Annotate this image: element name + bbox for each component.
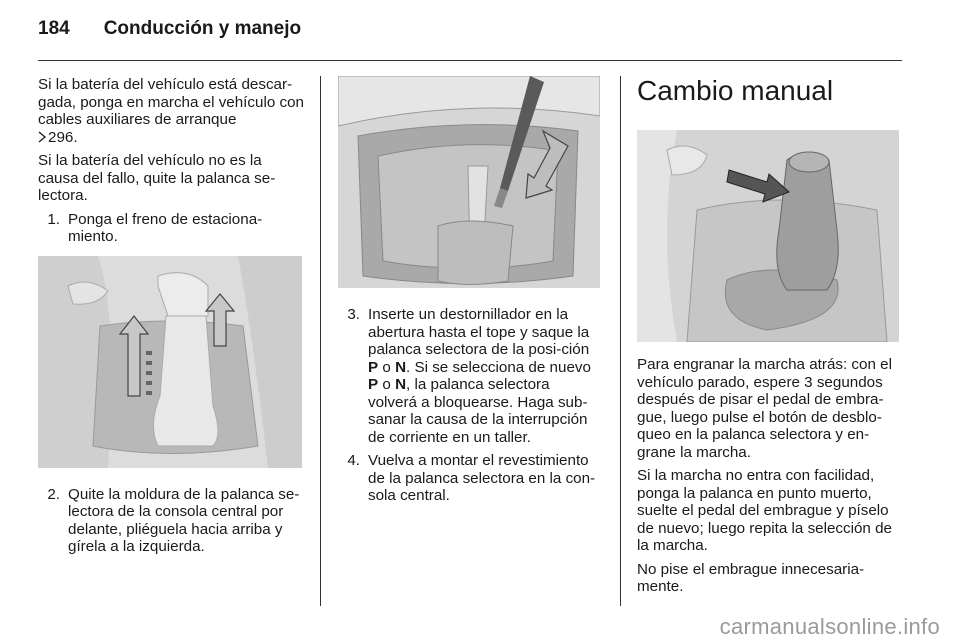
column-3 xyxy=(637,76,902,602)
list-item: 3. Inserte un destornillador en la abertura hasta el tope y saque la palanca selectora de la posi-ción P o N. Si se selecciona de nuevo P o N, la palanca selectora volverá a bloquearse. Haga sub-sanar la causa de la interrupción de corriente en un taller. xyxy=(347,306,591,446)
watermark-text: carmanualsonline.info xyxy=(719,614,940,639)
column-divider-1 xyxy=(320,76,321,606)
column-1 xyxy=(38,76,304,562)
header-rule xyxy=(38,60,902,61)
figure-screwdriver-opening xyxy=(338,76,600,288)
list-item: 1. Ponga el freno de estaciona-miento. xyxy=(47,210,263,245)
column-divider-2 xyxy=(620,76,621,606)
paragraph: No pise el embrague innecesaria-mente. xyxy=(637,560,865,595)
figure-selector-lever-trim xyxy=(38,256,302,468)
paragraph: Si la batería del vehículo no es la causa del fallo, quite la palanca se-lectora. xyxy=(38,152,276,204)
page-header xyxy=(38,18,301,48)
list-item: 4. Vuelva a montar el revestimiento de la palanca selectora en la con-sola central. xyxy=(347,452,596,504)
list-item: 2. Quite la moldura de la palanca se-lectora de la consola central por delante, pliéguela hacia arriba y gírela a la izquierda. xyxy=(47,485,300,555)
page-title: Conducción y manejo xyxy=(103,18,302,39)
paragraph: Para engranar la marcha atrás: con el vehículo parado, espere 3 segundos después de pisar el pedal de embra-gue, luego pulse el botón de desblo-queo en la palanca selectora y en-grane la marcha. xyxy=(637,356,892,461)
paragraph: Si la batería del vehículo está descar-gada, ponga en marcha el vehículo con cables auxiliares de arranque 296. xyxy=(38,76,304,146)
column-2 xyxy=(338,76,602,511)
paragraph: Si la marcha no entra con facilidad, ponga la palanca en punto muerto, suelte el pedal del embrague y píselo de nuevo; luego repita la selección de la marcha. xyxy=(637,467,892,554)
page-number: 184 xyxy=(38,18,70,39)
page-reference-link[interactable]: 296. xyxy=(48,128,78,146)
section-heading: Cambio manual xyxy=(637,75,834,106)
figure-manual-gear-lever xyxy=(637,130,899,342)
page-reference-arrow-icon xyxy=(38,131,46,143)
